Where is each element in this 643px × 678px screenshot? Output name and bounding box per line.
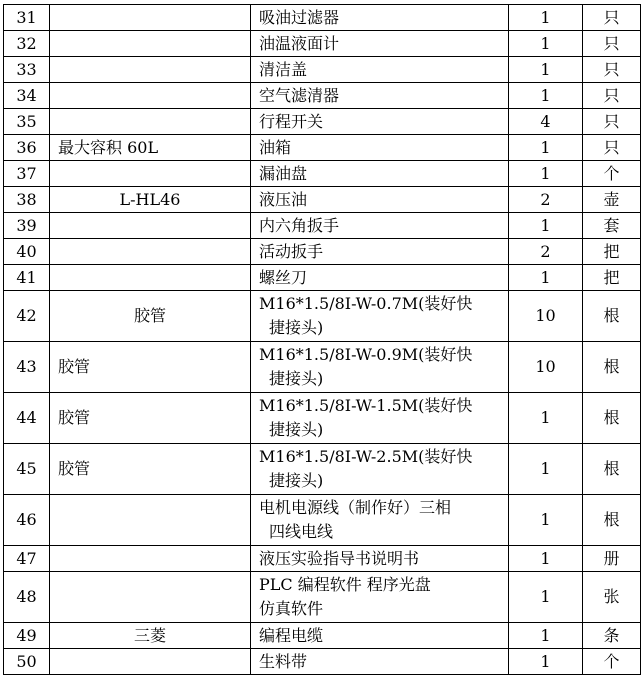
row-number: 39 [4,213,50,239]
table-row [4,393,641,444]
item-name-line: M16*1.5/8I-W-0.9M(装好快 [259,345,473,364]
item-name-line: M16*1.5/8I-W-2.5M(装好快 [259,447,473,466]
spec-cell [50,546,251,572]
quantity-cell: 1 [509,546,583,572]
spec-cell [50,109,251,135]
item-name-cell: 液压油 [251,187,509,213]
table-row [4,135,641,161]
item-name-cell [251,444,509,495]
row-number: 35 [4,109,50,135]
item-name-cell: 吸油过滤器 [251,5,509,31]
spec-cell: 胶管 [50,291,251,342]
row-number: 50 [4,649,50,675]
table-row [4,109,641,135]
row-number: 41 [4,265,50,291]
item-name-line: 仿真软件 [259,599,324,618]
row-number: 46 [4,495,50,546]
quantity-cell: 1 [509,135,583,161]
table-row [4,572,641,623]
unit-cell: 根 [583,495,641,546]
spec-cell [50,239,251,265]
spec-cell [50,265,251,291]
quantity-cell: 1 [509,31,583,57]
item-name-line: 捷接头) [269,471,324,490]
table-row [4,291,641,342]
table-row [4,444,641,495]
table-row [4,649,641,675]
spec-cell [50,57,251,83]
item-name-line: 捷接头) [269,369,324,388]
item-name-line: 捷接头) [269,318,324,337]
unit-cell: 把 [583,239,641,265]
row-number: 40 [4,239,50,265]
table-row [4,31,641,57]
unit-cell: 只 [583,83,641,109]
row-number: 48 [4,572,50,623]
table-row [4,5,641,31]
unit-cell: 根 [583,393,641,444]
item-name-cell: 液压实验指导书说明书 [251,546,509,572]
spec-cell: 胶管 [50,393,251,444]
unit-cell: 把 [583,265,641,291]
spec-cell [50,5,251,31]
row-number: 42 [4,291,50,342]
unit-cell: 只 [583,57,641,83]
unit-cell: 册 [583,546,641,572]
unit-cell: 条 [583,623,641,649]
unit-cell: 根 [583,342,641,393]
item-name-cell: 内六角扳手 [251,213,509,239]
item-name-cell [251,291,509,342]
item-name-line: PLC 编程软件 程序光盘 [259,575,431,594]
table-row [4,342,641,393]
item-name-line: 电机电源线（制作好）三相 [259,498,452,517]
row-number: 36 [4,135,50,161]
table-row [4,57,641,83]
unit-cell: 根 [583,291,641,342]
table-row [4,546,641,572]
quantity-cell: 1 [509,649,583,675]
spec-cell: 胶管 [50,444,251,495]
quantity-cell: 1 [509,572,583,623]
row-number: 32 [4,31,50,57]
quantity-cell: 4 [509,109,583,135]
table-row [4,623,641,649]
quantity-cell: 1 [509,623,583,649]
item-name-cell: 漏油盘 [251,161,509,187]
spec-cell [50,572,251,623]
table-row [4,83,641,109]
quantity-cell: 1 [509,161,583,187]
unit-cell: 个 [583,649,641,675]
item-name-cell: 空气滤清器 [251,83,509,109]
spec-cell: 三菱 [50,623,251,649]
quantity-cell: 2 [509,239,583,265]
spec-cell [50,31,251,57]
item-name-cell [251,495,509,546]
quantity-cell: 1 [509,57,583,83]
row-number: 31 [4,5,50,31]
quantity-cell: 1 [509,213,583,239]
table-row [4,213,641,239]
unit-cell: 只 [583,5,641,31]
parts-table [3,4,641,675]
row-number: 44 [4,393,50,444]
quantity-cell: 10 [509,291,583,342]
table-row [4,161,641,187]
quantity-cell: 1 [509,83,583,109]
row-number: 33 [4,57,50,83]
quantity-cell: 1 [509,5,583,31]
row-number: 38 [4,187,50,213]
table-row [4,187,641,213]
table-row [4,239,641,265]
row-number: 45 [4,444,50,495]
item-name-cell: 清洁盖 [251,57,509,83]
table-row [4,495,641,546]
parts-table-body [4,5,641,675]
unit-cell: 壶 [583,187,641,213]
row-number: 47 [4,546,50,572]
table-row [4,265,641,291]
item-name-cell [251,572,509,623]
unit-cell: 个 [583,161,641,187]
item-name-cell: 油温液面计 [251,31,509,57]
quantity-cell: 2 [509,187,583,213]
spec-cell [50,83,251,109]
spec-cell: L-HL46 [50,187,251,213]
spec-cell [50,649,251,675]
item-name-line: M16*1.5/8I-W-1.5M(装好快 [259,396,473,415]
quantity-cell: 1 [509,495,583,546]
quantity-cell: 1 [509,393,583,444]
quantity-cell: 10 [509,342,583,393]
item-name-cell: 活动扳手 [251,239,509,265]
row-number: 43 [4,342,50,393]
row-number: 49 [4,623,50,649]
unit-cell: 只 [583,135,641,161]
unit-cell: 只 [583,31,641,57]
item-name-cell [251,342,509,393]
item-name-cell [251,393,509,444]
unit-cell: 张 [583,572,641,623]
quantity-cell: 1 [509,265,583,291]
item-name-cell: 编程电缆 [251,623,509,649]
row-number: 37 [4,161,50,187]
item-name-line: 捷接头) [269,420,324,439]
spec-cell [50,161,251,187]
spec-cell: 胶管 [50,342,251,393]
item-name-cell: 生料带 [251,649,509,675]
row-number: 34 [4,83,50,109]
quantity-cell: 1 [509,444,583,495]
item-name-line: 四线电线 [269,522,334,541]
item-name-cell: 油箱 [251,135,509,161]
spec-cell [50,213,251,239]
item-name-cell: 行程开关 [251,109,509,135]
unit-cell: 根 [583,444,641,495]
spec-cell: 最大容积 60L [50,135,251,161]
item-name-line: M16*1.5/8I-W-0.7M(装好快 [259,294,473,313]
unit-cell: 只 [583,109,641,135]
spec-cell [50,495,251,546]
unit-cell: 套 [583,213,641,239]
item-name-cell: 螺丝刀 [251,265,509,291]
